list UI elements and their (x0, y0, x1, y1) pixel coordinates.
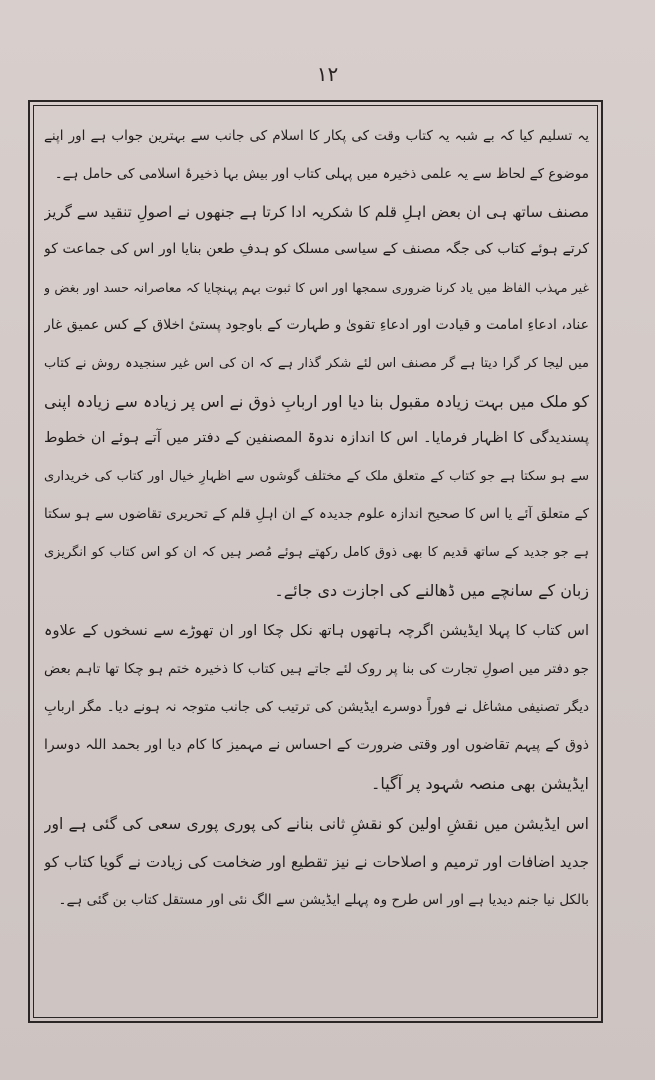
text-line: ذوق کے پیہم تقاضوں اور وقتی ضرورت کے احساس نے مہمیز کا کام دیا اور بحمد اللہ دوسرا (44, 736, 589, 753)
text-line: کے متعلق آئے یا اس کا صحیح اندازہ علوم جدیدہ کے ان اہلِ قلم کے تحریری تقاضوں سے ہو سکتا (44, 505, 589, 522)
text-line: مصنف ساتھ ہی ان بعض اہلِ قلم کا شکریہ ادا کرتا ہے جنھوں نے اصولِ تنقید سے گریز (44, 202, 589, 221)
text-line: اس ایڈیشن میں نقشِ اولین کو نقشِ ثانی بنانے کی پوری پوری سعی کی گئی ہے اور (44, 815, 589, 834)
text-line: غیر مہذب الفاظ میں یاد کرنا ضروری سمجھا اور اس کا ثبوت بہم پہنچایا کہ معاصرانہ حسد اور بغض و (44, 280, 589, 296)
text-line: ہے جو جدید کے ساتھ قدیم کا بھی ذوق کامل رکھتے ہوئے مُصر ہیں کہ ان کو اس کتاب کو انگریزی (44, 544, 589, 560)
text-line: عناد، ادعاءِ امامت و قیادت اور ادعاءِ تقویٰ و طہارت کے باوجود پستیٔ اخلاق کے کس عمیق غار (44, 316, 589, 333)
text-line: یہ تسلیم کیا کہ بے شبہ یہ کتاب وقت کی پکار کا اسلام کی جانب سے بہترین جواب ہے اور اپنے (44, 128, 589, 144)
paragraph-1 (44, 118, 589, 194)
text-line: ایڈیشن بھی منصہ شہود پر آگیا۔ (370, 773, 589, 793)
body-text (44, 118, 589, 920)
text-line: دیگر تصنیفی مشاغل نے فوراً دوسرے ایڈیشن کی ترتیب کی جانب متوجہ نہ ہونے دیا۔ مگر اربابِ (44, 698, 589, 715)
page-number: ۱۲ (316, 62, 339, 86)
text-line: جو دفتر میں اصولِ تجارت کی بنا پر روک لئے جاتے ہیں کتاب کا ذخیرہ ختم ہو چکا تھا تاہم بعض (44, 661, 589, 678)
text-line: پسندیدگی کا اظہار فرمایا۔ اس کا اندازہ ندوۃ المصنفین کے دفتر میں آتے ہوئے ان خطوط (44, 430, 589, 447)
text-line: اس کتاب کا پہلا ایڈیشن اگرچہ ہاتھوں ہاتھ نکل چکا اور ان تھوڑے سے نسخوں کے علاوہ (44, 623, 589, 640)
text-line: کو ملک میں بہت زیادہ مقبول بنا دیا اور اربابِ ذوق نے اس پر زیادہ سے زیادہ اپنی (44, 391, 589, 411)
text-line: بالکل نیا جنم دیدیا ہے اور اس طرح وہ پہلے ایڈیشن سے الگ نئی اور مستقل کتاب بن گئی ہے۔ (58, 891, 589, 908)
paragraph-2 (44, 194, 589, 610)
paragraph-4 (44, 806, 589, 919)
text-line: موضوع کے لحاظ سے یہ علمی ذخیرہ میں پہلی کتاب اور بیش بہا ذخیرۂ اسلامی کی حامل ہے۔ (54, 165, 589, 182)
text-line: میں لیجا کر گرا دیتا ہے گر مصنف اس لئے شکر گذار ہے کہ ان کی اس غیر سنجیدہ روش نے کتاب (44, 355, 589, 371)
text-line: جدید اضافات اور ترمیم و اصلاحات نے نیز تقطیع اور ضخامت کی زیادت نے گویا کتاب کو (44, 853, 589, 872)
text-line: سے ہو سکتا ہے جو کتاب کے متعلق ملک کے مختلف گوشوں سے اظہارِ خیال اور کتاب کی خریداری (44, 469, 589, 485)
paragraph-3 (44, 613, 589, 802)
text-line: زبان کے سانچے میں ڈھالنے کی اجازت دی جائے۔ (274, 580, 589, 600)
text-line: کرتے ہوئے کتاب کی جگہ مصنف کے سیاسی مسلک کو ہدفِ طعن بنایا اور اس کی جماعت کو (44, 241, 589, 258)
